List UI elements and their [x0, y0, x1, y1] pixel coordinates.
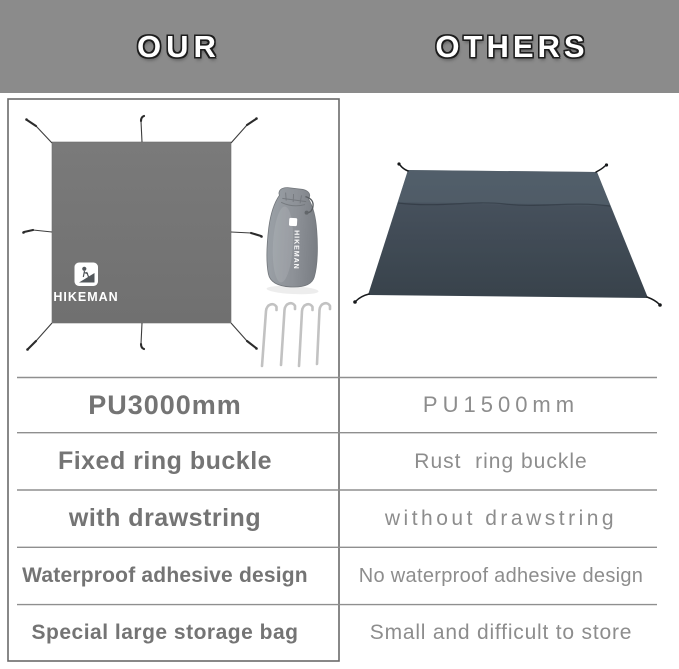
stake-tip — [26, 348, 29, 351]
hikeman-logo-icon — [75, 263, 99, 287]
tent-peg — [262, 304, 277, 366]
corner-loop — [596, 166, 605, 172]
stake-tip — [255, 117, 258, 120]
tarp-brand-text: HIKEMAN — [53, 290, 119, 304]
others-column-header: OTHERS — [435, 28, 589, 64]
corner-loop-tip — [605, 163, 608, 166]
stake-tip — [260, 235, 263, 238]
our-cell-ring-buckle: Fixed ring buckle — [57, 447, 273, 475]
our-tarp-photo — [22, 116, 263, 351]
others-cell-waterproof-rating: PU1500mm — [422, 392, 580, 417]
our-cell-waterproof-rating: PU3000mm — [88, 389, 242, 420]
bag-label-text: HIKEMAN — [291, 230, 300, 270]
stake-tip — [255, 347, 258, 350]
corner-loop-tip — [353, 300, 357, 304]
corner-loop — [647, 297, 659, 304]
others-tarp-top-facet — [398, 170, 610, 205]
stake-tip — [25, 118, 28, 121]
our-cell-drawstring: with drawstring — [68, 504, 262, 532]
our-cell-adhesive-design: Waterproof adhesive design — [22, 564, 308, 587]
corner-loop — [356, 294, 369, 301]
corner-loop-tip — [397, 162, 400, 165]
others-cell-adhesive-design: No waterproof adhesive design — [358, 564, 644, 587]
tent-peg — [317, 303, 330, 364]
stake-tip — [22, 231, 25, 234]
tent-peg — [281, 303, 295, 365]
others-cell-drawstring: without drawstring — [384, 506, 618, 530]
others-cell-storage-bag: Small and difficult to store — [369, 620, 633, 644]
others-cell-ring-buckle: Rust ring buckle — [414, 449, 588, 473]
corner-loop — [400, 165, 408, 171]
others-tarp-photo — [353, 162, 662, 306]
our-cell-storage-bag: Special large storage bag — [31, 620, 299, 644]
bag-logo-icon — [289, 218, 297, 226]
corner-loop-tip — [658, 303, 662, 307]
others-tarp-lower-shade — [368, 203, 648, 298]
our-column-header: OUR — [137, 28, 221, 64]
tent-pegs-photo — [262, 303, 330, 366]
storage-bag-photo — [265, 187, 324, 296]
tent-peg — [299, 304, 313, 366]
